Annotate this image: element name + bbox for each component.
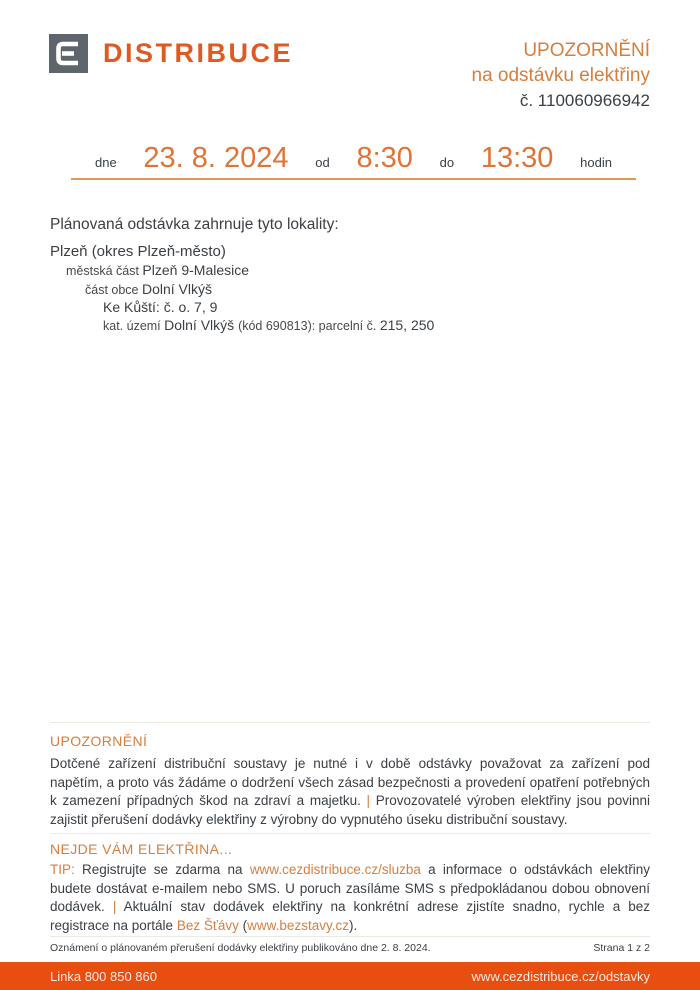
locality-value: Dolní Vlkýš (141, 280, 213, 297)
notice-number: č. 110060966942 (519, 91, 650, 110)
warning-paragraph (50, 755, 650, 829)
warning-text-1: Dotčené zařízení distribuční soustavy je nutné i v době odstávky považovat za zařízení pod napětím, a proto vás žádáme o dodržení všech zásad bezpečnosti a provedení opatření potřebných k zamezení případných škod na zdraví a majetku. (50, 756, 650, 808)
locality-city-part (50, 262, 434, 281)
locality-city: Plzeň (okres Plzeň-město) (50, 243, 226, 260)
warning-heading: UPOZORNĚNÍ (50, 733, 148, 749)
cez-logo-icon (49, 34, 88, 73)
section-divider (50, 833, 650, 834)
outage-schedule-banner (71, 142, 636, 180)
bez-stavy-portal-link[interactable]: Bez Šťávy (176, 917, 239, 933)
localities-intro: Plánovaná odstávka zahrnuje tyto lokality: (50, 216, 339, 233)
outage-time-from: 8:30 (356, 142, 413, 174)
locality-value: 215, 250 (379, 316, 435, 333)
outage-website-link[interactable]: www.cezdistribuce.cz/odstavky (471, 968, 650, 984)
schedule-label-hodin: hodin (580, 155, 612, 170)
notice-title-line2: na odstávku elektřiny (471, 65, 650, 86)
tip-text-2: a informace o odstávkách elektřiny budete dostávat e-mailem nebo SMS. U poruch zasíláme SMS s předpokládanou dobou obnovení dodávek. (50, 862, 650, 914)
locality-list (50, 262, 434, 335)
tip-text-1: Registrujte se zdarma na (82, 862, 250, 877)
locality-value: Ke Kůští: č. o. 7, 9 (103, 299, 218, 315)
locality-value: Dolní Vlkýš (164, 316, 239, 333)
schedule-label-od: od (315, 155, 330, 170)
contact-phone: Linka 800 850 860 (50, 968, 157, 984)
page-number: Strana 1 z 2 (593, 942, 650, 954)
tip-heading: NEJDE VÁM ELEKTŘINA... (50, 841, 233, 857)
locality-value: Plzeň 9-Malesice (142, 262, 250, 278)
locality-label: část obce (85, 282, 142, 297)
locality-cadastre (50, 317, 434, 336)
tip-text-3: Aktuální stav dodávek elektřiny na konkrétní adrese zjistíte snadno, rychle a bez registrace na portále (50, 899, 650, 933)
outage-date: 23. 8. 2024 (143, 142, 289, 174)
separator-pipe: | (366, 793, 371, 808)
tip-text-4: ( (238, 917, 248, 933)
notice-title-line1: UPOZORNĚNÍ (523, 40, 650, 61)
service-registration-link[interactable]: www.cezdistribuce.cz/sluzba (249, 862, 421, 877)
schedule-label-dne: dne (95, 155, 117, 170)
tip-paragraph (50, 861, 650, 935)
locality-label: (kód 690813): parcelní č. (238, 318, 380, 333)
section-divider (50, 722, 650, 723)
schedule-label-do: do (439, 155, 455, 170)
locality-village-part (50, 281, 434, 300)
locality-label: kat. území (103, 318, 165, 333)
brand-header (49, 34, 293, 73)
notice-title-block (472, 38, 651, 113)
separator-pipe: | (112, 899, 117, 914)
locality-label: městská část (66, 264, 143, 278)
publication-note: Oznámení o plánovaném přerušení dodávky elektřiny publikováno dne 2. 8. 2024. (50, 942, 431, 954)
locality-street (50, 299, 434, 317)
warning-text-2: Provozovatelé výroben elektřiny jsou povinni zajistit přerušení dodávky elektřiny z výrobny do vypnutého úseku distribuční soustavy. (50, 793, 650, 827)
footer-note-row (50, 936, 650, 954)
tip-text-5: ). (348, 917, 358, 933)
footer-bar (0, 962, 700, 990)
outage-time-to: 13:30 (480, 142, 554, 174)
bez-stavy-url-link[interactable]: www.bezstavy.cz (247, 917, 349, 933)
brand-name: DISTRIBUCE (103, 38, 294, 68)
tip-label: TIP: (50, 862, 82, 877)
